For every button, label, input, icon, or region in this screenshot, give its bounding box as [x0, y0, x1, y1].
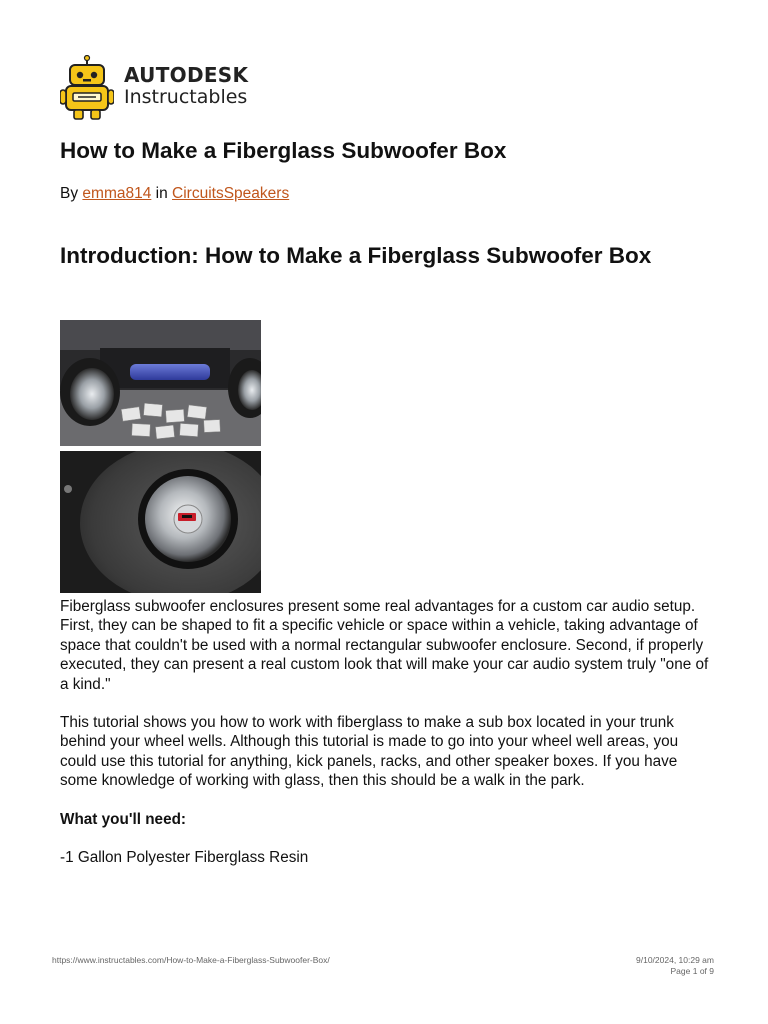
- footer-meta: [636, 955, 714, 977]
- instructables-logo[interactable]: [60, 55, 270, 121]
- supply-item: -1 Gallon Polyester Fiberglass Resin: [60, 849, 309, 867]
- what-you-need-heading: What you'll need:: [60, 810, 187, 828]
- brand-wordmark: [124, 65, 248, 107]
- article-body: [60, 597, 710, 886]
- page-title: How to Make a Fiberglass Subwoofer Box: [60, 138, 507, 163]
- brand-autodesk: AUTODESK: [124, 63, 249, 87]
- footer-timestamp: 9/10/2024, 10:29 am: [636, 955, 714, 965]
- intro-heading: Introduction: How to Make a Fiberglass Subwoofer Box: [60, 243, 652, 268]
- paragraph-1: Fiberglass subwoofer enclosures present some real advantages for a custom car audio setup. First, they can be shaped to fit a specific vehicle or space within a vehicle, taking advantage of space that couldn't be used with a normal rectangular subwoofer enclosure. Second, if properly executed, they can present a real custom look that will make your car audio system truly "one of a kind.": [60, 598, 709, 693]
- brand-instructables: Instructables: [124, 86, 248, 108]
- paragraph-2: This tutorial shows you how to work with fiberglass to make a sub box located in your trunk behind your wheel wells. Although this tutorial is made to go into your wheel well areas, you could use this tutorial for anything, kick panels, racks, and other speaker boxes. If you have some knowledge of working with glass, then this should be a walk in the park.: [60, 714, 679, 790]
- by-label: By: [60, 185, 79, 202]
- byline: [60, 185, 289, 203]
- in-label: in: [155, 185, 168, 202]
- footer-url: https://www.instructables.com/How-to-Make-a-Fiberglass-Subwoofer-Box/: [52, 955, 330, 965]
- subwoofer-closeup-photo: [60, 451, 261, 593]
- author-link[interactable]: emma814: [82, 185, 152, 202]
- footer-page-number: Page 1 of 9: [670, 966, 714, 976]
- category-link[interactable]: CircuitsSpeakers: [172, 185, 290, 202]
- trunk-subwoofers-photo: [60, 320, 261, 446]
- robot-mascot-icon: [60, 55, 114, 121]
